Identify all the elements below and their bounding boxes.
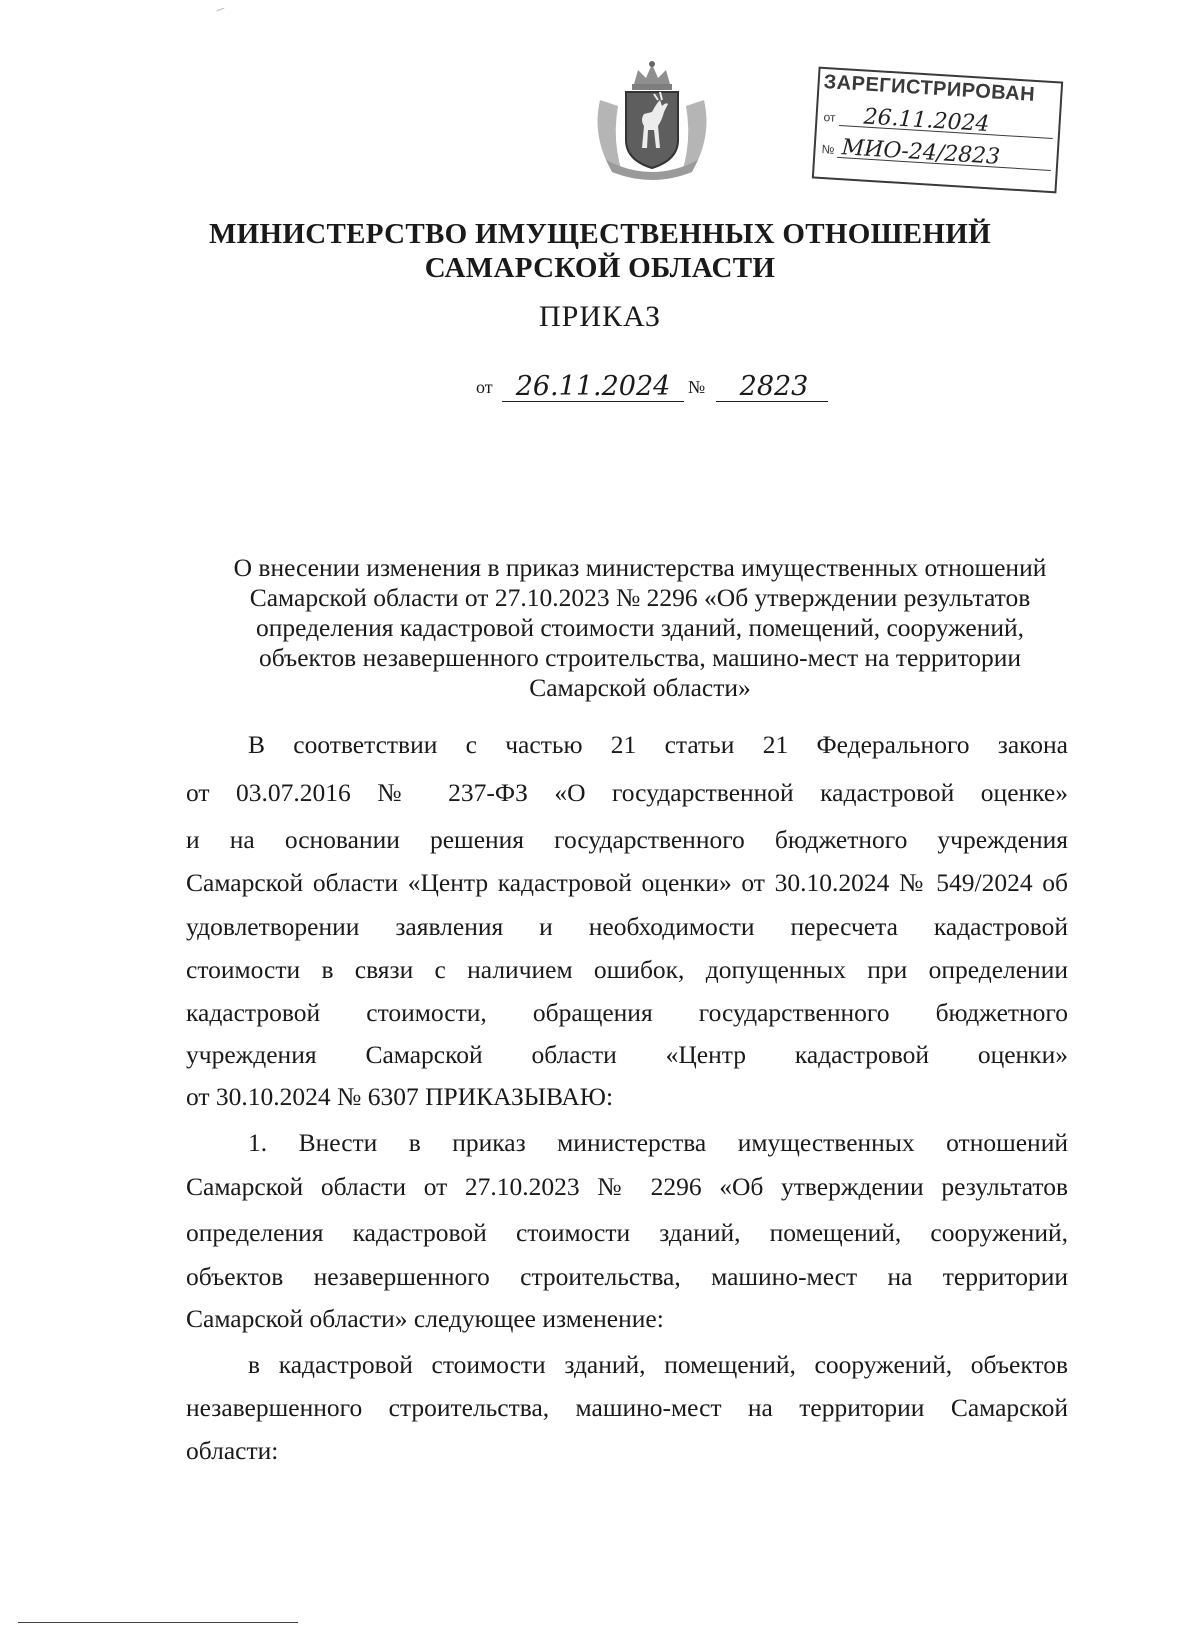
body-line: Самарской области «Центр кадастровой оценки» от 30.10.2024 № 549/2024 об [186,868,1068,897]
subject-line: объектов незавершенного строительства, машино-мест на территории [258,643,1022,672]
number-prefix: № [688,377,706,397]
stamp-date-value: 26.11.2024 [862,104,991,138]
body-line: Самарской области» следующее изменение: [186,1304,664,1333]
coat-of-arms-icon [592,60,712,180]
date-prefix: от [476,377,493,397]
body-line: удовлетворении заявления и необходимости пересчета кадастровой [186,912,1068,941]
order-date: 26.11.2024 [515,371,671,402]
subject-line: Самарской области от 27.10.2023 № 2296 «Об утверждении результатов [249,583,1031,612]
body-line: незавершенного строительства, машино-мест на территории Самарской [186,1393,1068,1422]
ministry-name-line2: САМАРСКОЙ ОБЛАСТИ [424,252,776,284]
stamp-title: ЗАРЕГИСТРИРОВАН [823,70,1036,106]
body-line: стоимости в связи с наличием ошибок, допущенных при определении [186,955,1068,984]
stamp-number-label: № [821,141,835,157]
registration-stamp [812,67,1063,194]
stamp-date-label: от [823,110,836,125]
body-line: от 30.10.2024 № 6307 ПРИКАЗЫВАЮ: [186,1082,614,1111]
subject-line: О внесении изменения в приказ министерства имущественных отношений [233,553,1047,582]
body-line: кадастровой стоимости, обращения государственного бюджетного [186,998,1068,1027]
body-line: В соответствии с частью 21 статьи 21 Федерального закона [248,730,1068,759]
body-line: и на основании решения государственного бюджетного учреждения [186,825,1068,854]
subject-line: Самарской области» [529,673,751,702]
order-date-number [476,366,836,406]
footer-rule [18,1622,298,1623]
ministry-name-line1: МИНИСТЕРСТВО ИМУЩЕСТВЕННЫХ ОТНОШЕНИЙ [208,218,991,250]
scan-artifact [216,5,225,11]
body-line: 1. Внести в приказ министерства имущественных отношений [248,1128,1068,1157]
body-line: в кадастровой стоимости зданий, помещений, сооружений, объектов [248,1350,1068,1379]
body-line: учреждения Самарской области «Центр кадастровой оценки» [186,1040,1068,1069]
body-line: объектов незавершенного строительства, машино-мест на территории [186,1262,1068,1291]
document-type: ПРИКАЗ [539,300,661,333]
stamp-number-value: МИО-24/2823 [840,135,1001,170]
body-line: определения кадастровой стоимости зданий, помещений, сооружений, [186,1218,1068,1247]
body-line: Самарской области от 27.10.2023 № 2296 «Об утверждении результатов [186,1172,1068,1201]
order-subject [200,553,1080,703]
order-number: 2823 [739,371,809,402]
subject-line: определения кадастровой стоимости зданий, помещений, сооружений, [255,613,1025,642]
body-line: области: [186,1436,279,1465]
body-line: от 03.07.2016 № 237-ФЗ «О государственной кадастровой оценке» [186,778,1068,807]
